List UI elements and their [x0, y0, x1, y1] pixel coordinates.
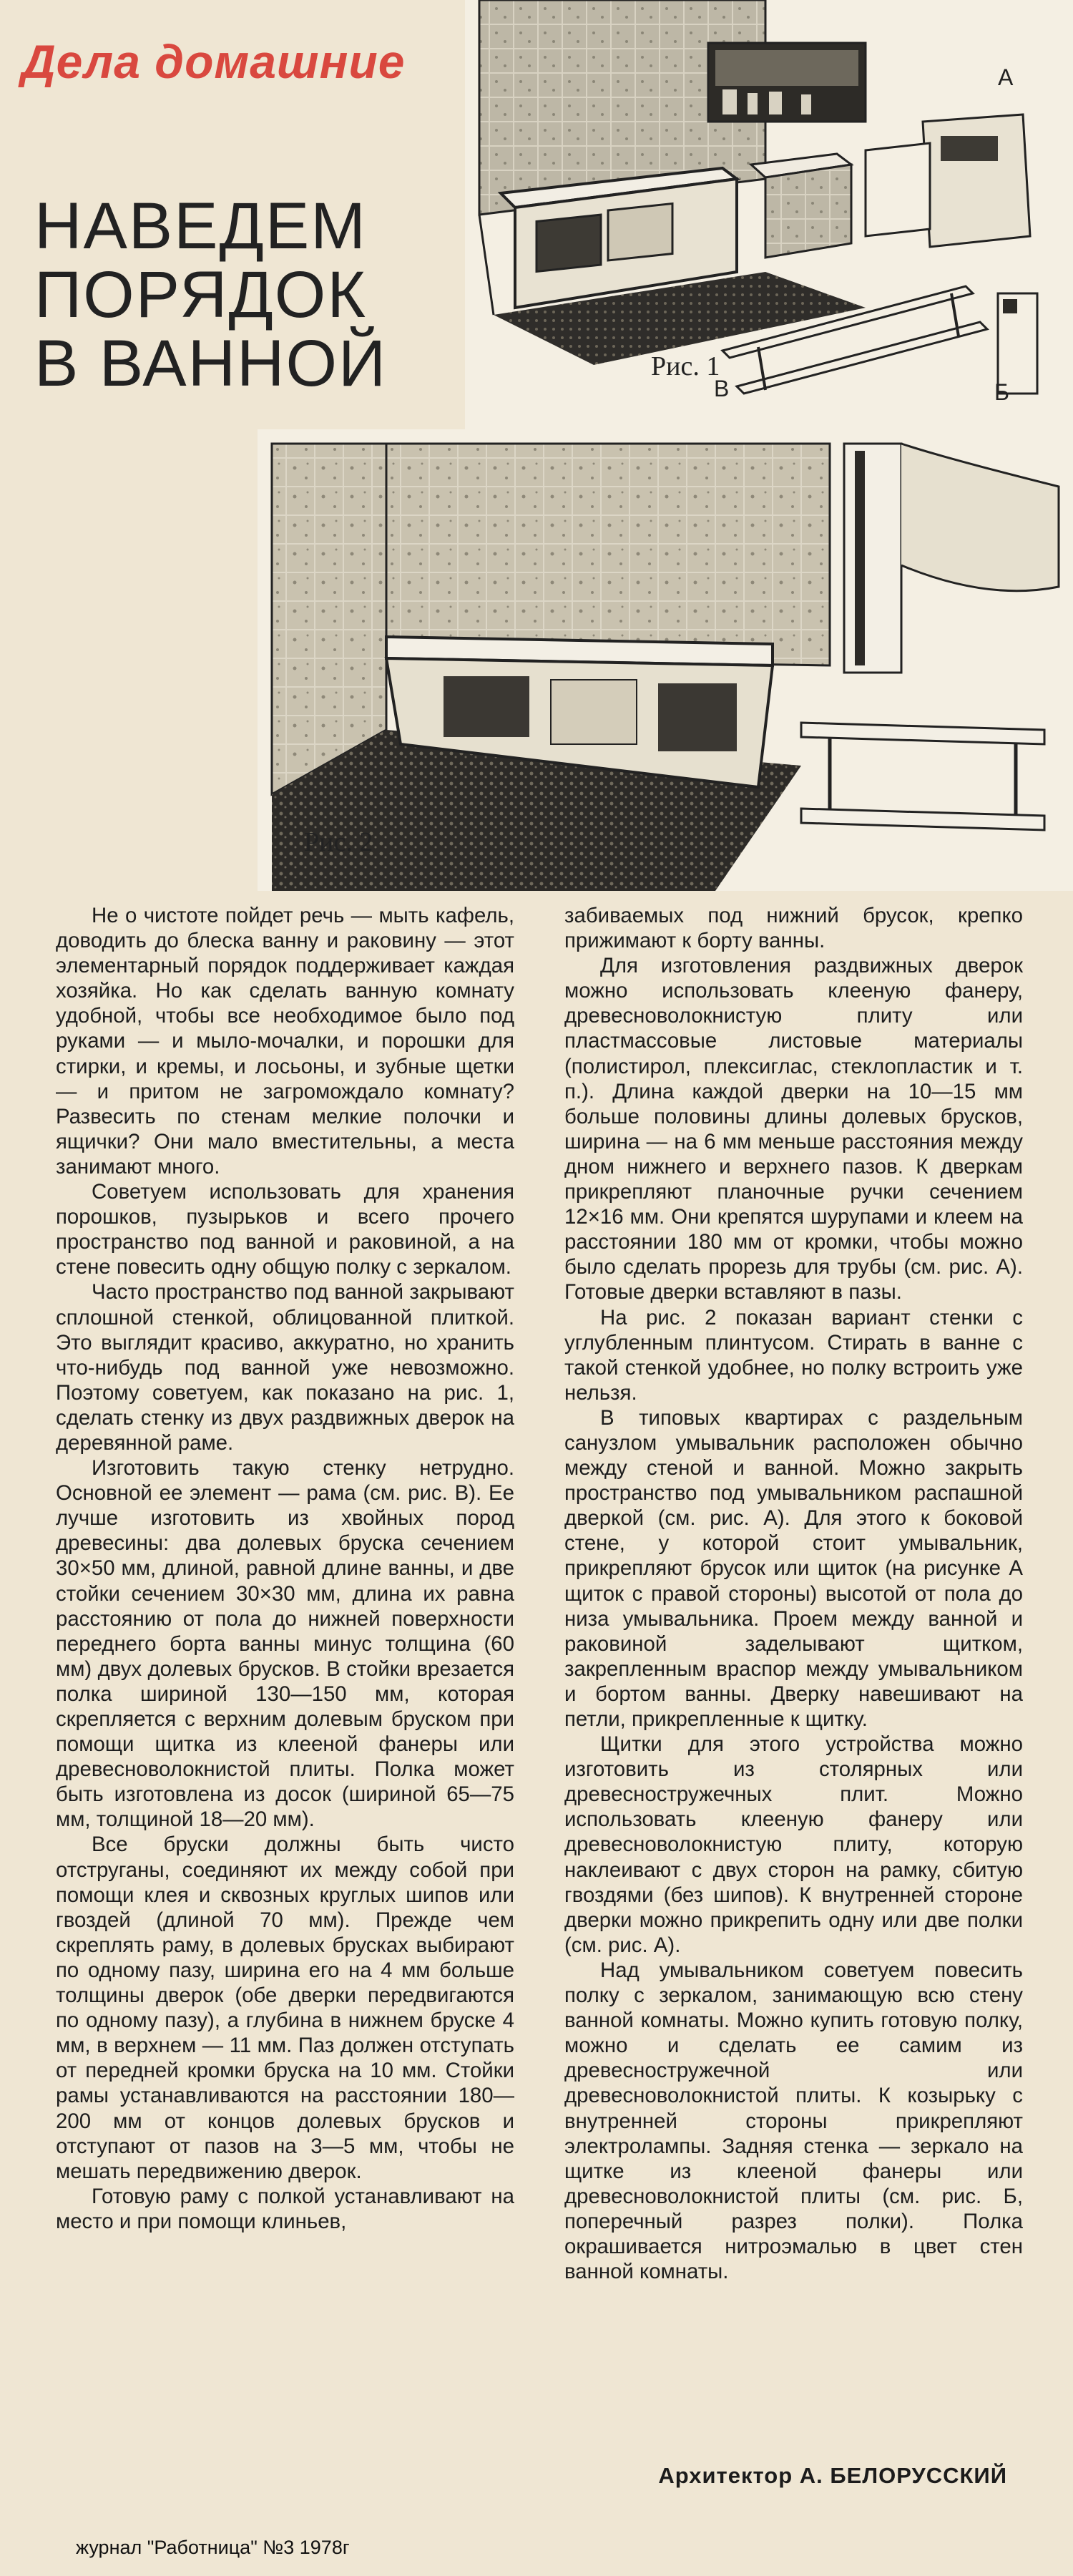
article-column-left: [56, 903, 514, 2484]
paragraph: Щитки для этого устройства можно изготовить из столярных или древесностружечных плит. Можно использовать клееную фанеру или древесноволокнистую плиту, которую наклеивают с двух сторон на рамку, сбитую гвоздями (без шипов). К внутренней стороне дверки можно прикрепить одну или две полки (см. рис. А).: [564, 1732, 1023, 1957]
figure-1-letter-v: В: [714, 376, 730, 401]
title-line-2: ПОРЯДОК: [34, 258, 367, 331]
paragraph: Изготовить такую стенку нетрудно. Основной ее элемент — рама (см. рис. В). Ее лучше изготовить из хвойных пород древесины: два долевых бруска сечением 30×50 мм, длиной, равной длине ванны, и две стойки сечением 30×30 мм, длина их равна расстоянию от пола до нижней поверхности переднего борта ванны минус толщина (60 мм) двух долевых брусков. В стойки врезается полка шириной 130—150 мм, которая скрепляется с верхним долевым бруском при помощи щитка из клееной фанеры или древесноволокнистой плиты. Полка может быть изготовлена из досок (шириной 65—75 мм, толщиной 18—20 мм).: [56, 1456, 514, 1832]
article-column-right: [564, 903, 1023, 2484]
paragraph: Все бруски должны быть чисто отструганы, соединяют их между собой при помощи клея и сквозных круглых шипов или гвоздей (длиной 70 мм). Прежде чем скреплять раму, в долевых брусках выбирают по одному пазу, ширина его на 4 мм больше толщины дверок (обе дверки передвигаются по одному пазу), а глубина в нижнем бруске 4 мм, в верхнем — 11 мм. Паз должен отступать от передней кромки бруска на 10 мм. Стойки рамы устанавливаются на расстоянии 180—200 мм от концов долевых брусков и отступают от пазов на 3—5 мм, чтобы не мешать передвижению дверок.: [56, 1833, 514, 2183]
paragraph-continued: забиваемых под нижний брусок, крепко прижимают к борту ванны.: [564, 904, 1023, 953]
title-line-3: В ВАННОЙ: [34, 327, 388, 400]
figure-1-drawing: [465, 0, 1073, 429]
paragraph: Над умывальником советуем повесить полку с зеркалом, занимающую всю стену ванной комнаты. Можно купить готовую полку, можно и сделать ее самим из древесностружечной или древесноволокнистой плиты. К козырьку с внутренней стороны прикрепляют электролампы. Задняя стенка — зеркало на щитке из клееной фанеры или древесноволокнистой плиты (см. рис. Б, поперечный разрез полки). Полка окрашивается нитроэмалью в цвет стен ванной комнаты.: [564, 1958, 1023, 2284]
author-signature: Архитектор А. БЕЛОРУССКИЙ: [658, 2463, 1007, 2488]
figure-1-letter-a: А: [998, 64, 1014, 90]
paragraph: Часто пространство под ванной закрывают сплошной стенкой, облицованной плиткой. Это выглядит красиво, аккуратно, но хранить что-нибудь под ванной уже невозможно. Поэтому советуем, как показано на рис. 1, сделать стенку из двух раздвижных дверок на деревянной раме.: [56, 1280, 514, 1455]
figure-1-label: Рис. 1: [651, 351, 720, 381]
paragraph: Не о чистоте пойдет речь — мыть кафель, доводить до блеска ванну и раковину — этот элементарный порядок поддерживает каждая хозяйка. Но как сделать ванную комнату удобной, чтобы все необходимое было под руками — и мыло-мочалки, и порошки для стирки, и кремы, и лосьоны, и зубные щетки — и притом не загромождало комнату? Развесить по стенам мелкие полочки и ящички? Они мало вместительны, а места занимают много.: [56, 904, 514, 1179]
article-body: [56, 903, 1023, 2484]
figure-2-drawing: [258, 429, 1073, 891]
figure-1-bathroom-sliding-panel: [465, 0, 1073, 429]
article-title: [34, 192, 387, 398]
figure-2-label: Рис. 2: [304, 827, 373, 857]
paragraph: Для изготовления раздвижных дверок можно использовать клееную фанеру, древесноволокнистую плиту или пластмассовые листовые материалы (полистирол, плексиглас, стеклопластик и т. п.). Длина каждой дверки на 10—15 мм больше половины длины долевых брусков, ширина — на 6 мм меньше расстояния между дном нижнего и верхнего пазов. К дверкам прикрепляют планочные ручки сечением 12×16 мм. Они крепятся шурупами и клеем на расстоянии 180 мм от кромки, чтобы можно было сделать прорезь для трубы (см. рис. А). Готовые дверки вставляют в пазы.: [564, 954, 1023, 1304]
source-caption: журнал "Работница" №3 1978г: [76, 2537, 350, 2558]
section-rubric: Дела домашние: [21, 35, 406, 88]
title-line-1: НАВЕДЕМ: [34, 190, 367, 263]
figure-1-letter-b: Б: [994, 379, 1009, 405]
paragraph: На рис. 2 показан вариант стенки с углубленным плинтусом. Стирать в ванне с такой стенкой удобнее, но полку встроить уже нельзя.: [564, 1305, 1023, 1405]
paragraph: Советуем использовать для хранения порошков, пузырьков и всего прочего пространство под ванной и раковиной, а на стене повесить одну общую полку с зеркалом.: [56, 1180, 514, 1279]
paragraph: Готовую раму с полкой устанавливают на место и при помощи клиньев,: [56, 2184, 514, 2233]
figure-2-recessed-plinth: [258, 429, 1073, 891]
paragraph: В типовых квартирах с раздельным санузлом умывальник расположен обычно между стеной и ванной. Можно закрыть пространство под умывальником распашной дверкой (см. рис. А). Для этого к боковой стене, у которой стоит умывальник, прикрепляют брусок или щиток (на рисунке А щиток с правой стороны) высотой от пола до низа умывальника. Проем между ванной и раковиной заделывают щитком, закрепленным враспор между умывальником и бортом ванны. Дверку навешивают на петли, прикрепленные к щитку.: [564, 1405, 1023, 1731]
